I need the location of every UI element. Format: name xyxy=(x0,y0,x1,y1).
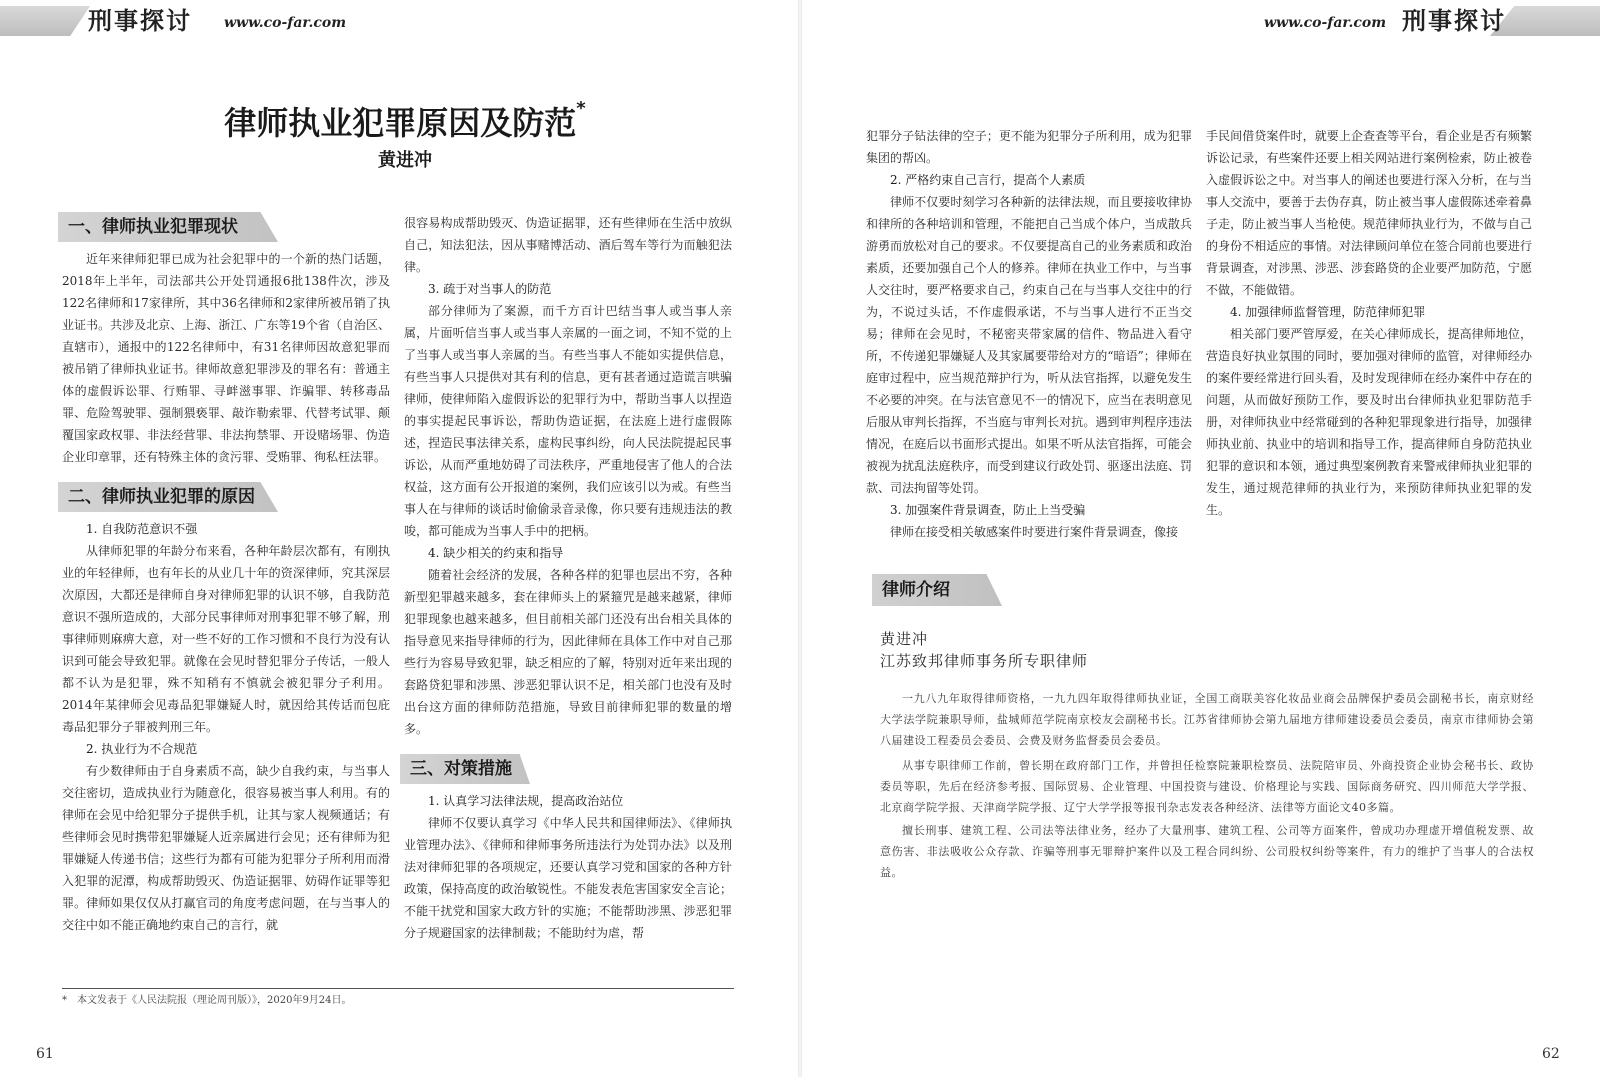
lawyer-bio-paragraph xyxy=(880,820,1534,883)
page-number-right: 62 xyxy=(1542,1046,1560,1062)
header-section-title: 刑事探讨 xyxy=(88,7,192,35)
left-header xyxy=(0,6,798,36)
paragraph: 律师在接受相关敏感案件时要进行案件背景调查，像接 xyxy=(890,525,1179,539)
lawyer-name: 黄进冲 xyxy=(880,630,929,648)
right-header xyxy=(802,6,1600,36)
bio-text: 一九八九年取得律师资格，一九九四年取得律师执业证，全国工商联美容化妆品业商会品牌保护委员会副秘书长，南京财经大学法学院兼职导师，盐城师范学院南京校友会副秘书长。江苏省律师协会第九届地方律师建设委员会委员，南京市律师协会第八届建设工程委员会委员、会费及财务监督委员会委员。 xyxy=(880,692,1534,747)
header-url: www.co-far.com xyxy=(224,15,347,31)
subheading: 2. 严格约束自己言行，提高个人素质 xyxy=(890,173,1086,187)
paragraph: 随着社会经济的发展，各种各样的犯罪也层出不穷，各种新型犯罪越来越多，套在律师头上的紧箍咒是越来越紧，律师犯罪现象也越来越多，但目前相关部门还没有出台相关具体的指导意见来指导律师的行为，因此律师在具体工作中对自己那些行为容易导致犯罪，缺乏相应的了解，特别对近年来出现的套路贷犯罪和涉黑、涉恶犯罪认识不足，相关部门也没有及时出台这方面的律师防范措施，导致目前律师犯罪的数量的增多。 xyxy=(404,568,732,736)
title-footnote-mark: * xyxy=(576,98,586,119)
subheading: 3. 加强案件背景调查，防止上当受骗 xyxy=(890,503,1086,517)
lawyer-heading-text: 律师介绍 xyxy=(882,580,950,600)
lawyer-bio-paragraph xyxy=(880,755,1534,818)
paragraph: 相关部门要严管厚爱，在关心律师成长，提高律师地位，营造良好执业氛围的同时，要加强对律师的监管，对律师经办的案件要经常进行回头看，及时发现律师在经办案件中存在的问题，从而做好预防工作，要及时出台律师执业犯罪防范手册，对律师执业中经常碰到的各种犯罪现象进行指导，加强律师执业前、执业中的培训和指导工作，提高律师自身防范执业犯罪的意识和本领，通过典型案例教育来警戒律师执业犯罪的发生，通过规范律师的执业行为，来预防律师执业犯罪的发生。 xyxy=(1206,327,1532,517)
page-number-left: 61 xyxy=(36,1046,54,1062)
section-heading-text: 二、律师执业犯罪的原因 xyxy=(68,487,255,507)
footnote: * 本文发表于《人民法院报（理论周刊版）》，2020年9月24日。 xyxy=(62,995,352,1006)
header-band xyxy=(1490,6,1600,36)
paragraph: 犯罪分子钻法律的空子；更不能为犯罪分子所利用，成为犯罪集团的帮凶。 xyxy=(866,129,1192,165)
paragraph: 律师不仅要认真学习《中华人民共和国律师法》、《律师执业管理办法》、《律师和律师事务所违法行为处罚办法》以及刑法对律师犯罪的各项规定，还要认真学习党和国家的各种方针政策，保持高度的政治敏锐性。不能发表危害国家安全言论；不能干扰党和国家大政方针的实施；不能帮助涉黑、涉恶犯罪分子规避国家的法律制裁；不能助纣为虐，帮 xyxy=(404,816,732,940)
article-author: 黄进冲 xyxy=(378,150,432,171)
subheading: 3. 疏于对当事人的防范 xyxy=(428,282,552,296)
section-heading-1 xyxy=(58,212,390,242)
paragraph: 手民间借贷案件时，就要上企查查等平台，看企业是否有频繁诉讼记录，有些案件还要上相关网站进行案例检索，防止被卷入虚假诉讼之中。对当事人的阐述也要进行深入分析，在与当事人交流中，要善于去伪存真，防止被当事人虚假陈述牵着鼻子走，防止被当事人当枪使。规范律师执业行为，不做与自己的身份不相适应的事情。对法律顾问单位在签合同前也要进行背景调查，对涉黑、涉恶、涉套路贷的企业要严加防范，宁愿不做，不能做错。 xyxy=(1206,129,1532,297)
subheading: 1. 自我防范意识不强 xyxy=(86,522,198,536)
left-column-1 xyxy=(62,212,390,936)
subheading: 2. 执业行为不合规范 xyxy=(86,742,198,756)
section-heading-3 xyxy=(400,754,732,784)
subheading: 1. 认真学习法律法规，提高政治站位 xyxy=(428,794,624,808)
subheading: 4. 缺少相关的约束和指导 xyxy=(428,546,564,560)
header-band xyxy=(0,6,90,36)
footnote-divider xyxy=(62,988,734,989)
header-url: www.co-far.com xyxy=(1264,15,1387,31)
paragraph: 很容易构成帮助毁灭、伪造证据罪，还有些律师在生活中放纵自己，知法犯法，因从事赌博活动、酒后驾车等行为而触犯法律。 xyxy=(404,216,732,274)
section-heading-2 xyxy=(58,482,390,512)
paragraph: 部分律师为了案源，而千方百计巴结当事人或当事人亲属，片面听信当事人或当事人亲属的一面之词，不知不觉的上了当事人或当事人亲属的当。有些当事人不能如实提供信息，有些当事人只提供对其有利的信息，更有甚者通过造谎言哄骗律师，使律师陷入虚假诉讼的犯罪行为中，帮助当事人以捏造的事实提起民事诉讼，帮助伪造证据，在法庭上进行虚假陈述，捏造民事法律关系，虚构民事纠纷，向人民法院提起民事诉讼，从而严重地妨碍了司法秩序，严重地侵害了他人的合法权益，这方面有公开报道的案例，我们应该引以为戒。有些当事人在与律师的谈话时偷偷录音录像，你只要有违规违法的教唆，都可能成为当事人手中的把柄。 xyxy=(404,304,732,538)
bio-text: 从事专职律师工作前，曾长期在政府部门工作，并曾担任检察院兼职检察员、法院陪审员、外商投资企业协会秘书长、政协委员等职，先后在经济参考报、国际贸易、企业管理、中国投资与建设、价格理论与实践、国际商务研究、四川师范大学学报、北京商学院学报、天津商学院学报、辽宁大学学报等报刊杂志发表各种经济、法律等方面论文40多篇。 xyxy=(880,759,1534,814)
right-column-2 xyxy=(1206,125,1532,521)
right-page xyxy=(802,0,1600,1077)
section-heading-text: 三、对策措施 xyxy=(410,759,512,779)
paragraph: 有少数律师由于自身素质不高，缺少自我约束，与当事人交往密切，造成执业行为随意化，很容易被当事人利用。有的律师在会见中给犯罪分子提供手机，让其与家人视频通话；有些律师会见时携带犯罪嫌疑人近亲属进行会见；还有律师为犯罪嫌疑人传递书信；这些行为都有可能为犯罪分子所利用而滑入犯罪的泥潭，构成帮助毁灭、伪造证据罪、妨碍作证罪等犯罪。律师如果仅仅从打赢官司的角度考虑问题，在与当事人的交往中如不能正确地约束自己的言行，就 xyxy=(62,764,390,932)
paragraph: 近年来律师犯罪已成为社会犯罪中的一个新的热门话题，2018年上半年，司法部共公开处罚通报6批138件次，涉及122名律师和17家律所，其中36名律师和2家律所被吊销了执业证书。共涉及北京、上海、浙江、广东等19个省（自治区、直辖市），通报中的122名律师中，有31名律师因故意犯罪而被吊销了律师执业证书。律师故意犯罪涉及的罪名有：普通主体的虚假诉讼罪、行贿罪、寻衅滋事罪、诈骗罪、转移毒品罪、危险驾驶罪、强制猥亵罪、敲诈勒索罪、代替考试罪、颠覆国家政权罪、非法经营罪、非法拘禁罪、开设赌场罪、伪造企业印章罪，还有特殊主体的贪污罪、受贿罪、徇私枉法罪。 xyxy=(62,252,390,464)
lawyer-intro-heading xyxy=(872,574,1002,606)
lawyer-bio-paragraph xyxy=(880,688,1534,751)
article-title-text: 律师执业犯罪原因及防范 xyxy=(224,104,577,142)
section-heading-text: 一、律师执业犯罪现状 xyxy=(68,217,238,237)
bio-text: 擅长刑事、建筑工程、公司法等法律业务，经办了大量刑事、建筑工程、公司等方面案件，曾成功办理虚开增值税发票、故意伤害、非法吸收公众存款、诈骗等刑事无罪辩护案件以及工程合同纠纷、公司股权纠纷等案件，有力的维护了当事人的合法权益。 xyxy=(880,824,1534,879)
left-page xyxy=(0,0,798,1077)
left-column-2 xyxy=(404,212,732,944)
subheading: 4. 加强律师监督管理，防范律师犯罪 xyxy=(1230,305,1426,319)
right-column-1 xyxy=(866,125,1192,543)
paragraph: 律师不仅要时刻学习各种新的法律法规，而且要接收律协和律所的各种培训和管理，不能把自己当成个体户，当成散兵游勇而放松对自己的要求。不仅要提高自己的业务素质和政治素质，还要加强自己个人的修养。律师在执业工作中，与当事人交往时，要严格要求自己，约束自己在与当事人交往中的行为，不说过头话，不作虚假承诺，不与当事人进行不正当交易；律师在会见时，不秘密夹带家属的信件、物品进入看守所，不传递犯罪嫌疑人及其家属要带给对方的“暗语”；律师在庭审过程中，应当规范辩护行为，听从法官指挥，以避免发生不必要的冲突。在与法官意见不一的情况下，应当在表明意见后服从审判长指挥，不当庭与审判长对抗。遇到审判程序违法情况，在庭后以书面形式提出。如果不听从法官指挥，可能会被视为扰乱法庭秩序，而受到建议行政处罚、驱逐出法庭、罚款、司法拘留等处罚。 xyxy=(866,195,1192,495)
header-section-title: 刑事探讨 xyxy=(1402,7,1506,35)
lawyer-firm: 江苏致邦律师事务所专职律师 xyxy=(880,652,1089,670)
article-title xyxy=(205,98,605,144)
paragraph: 从律师犯罪的年龄分布来看，各种年龄层次都有，有刚执业的年轻律师，也有年长的从业几十年的资深律师，究其深层次原因，大都还是律师自身对律师犯罪的认识不够，自我防范意识不强所造成的，大部分民事律师对刑事犯罪不够了解，刑事律师则麻痹大意，对一些不好的工作习惯和不良行为没有认识到可能会导致犯罪。就像在会见时替犯罪分子传话，一般人都不认为是犯罪，殊不知稍有不慎就会被犯罪分子利用。2014年某律师会见毒品犯罪嫌疑人时，就因给其传话而包庇毒品犯罪分子罪被判刑三年。 xyxy=(62,544,390,734)
